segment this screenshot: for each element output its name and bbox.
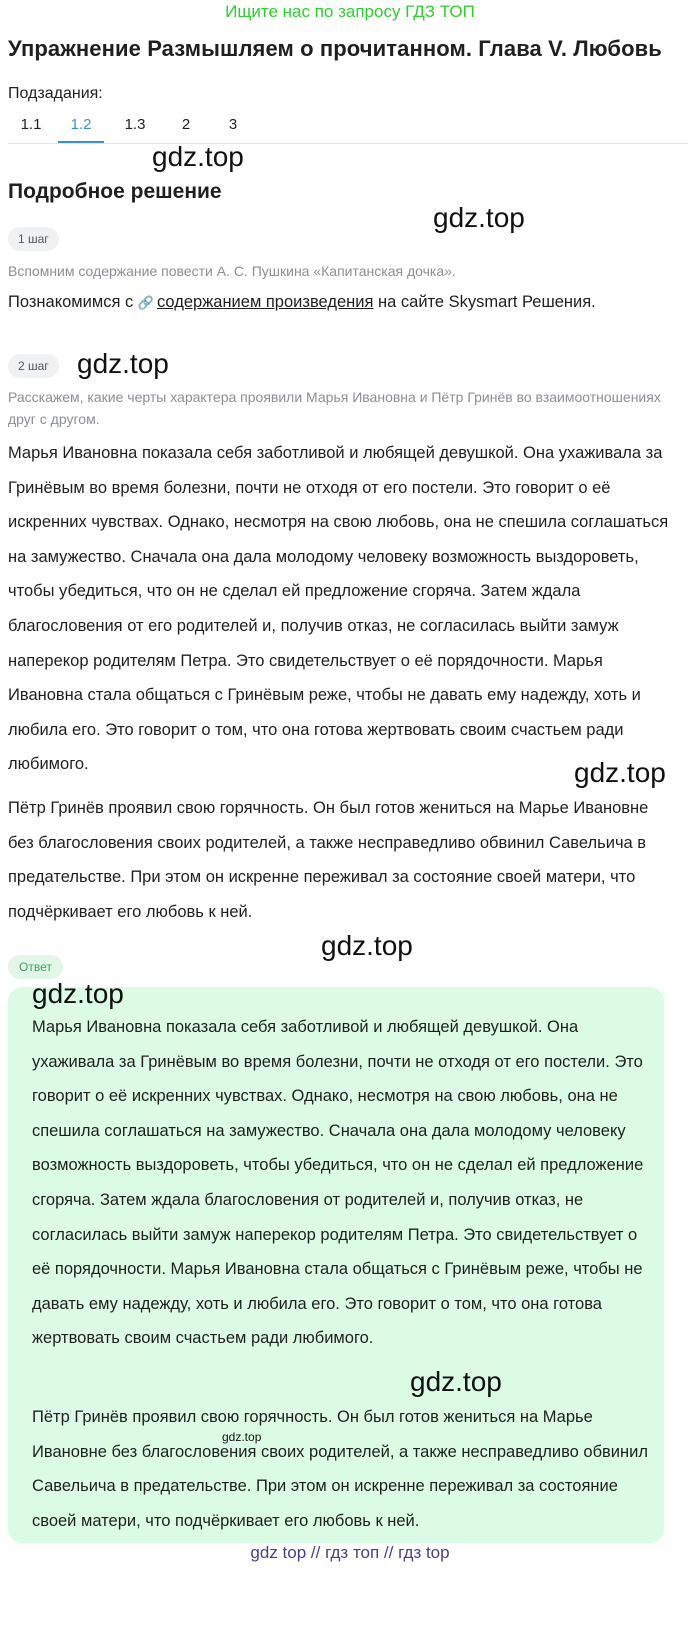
answer-paragraph-1: Марья Ивановна показала себя заботливой и любящей девушкой. Она ухаживала за Гринёвым во время болезни, почти не отходя от его постели. Это говорит о её искренних чувствах. Однако, несмотря на свою любовь, она не спешила соглашаться на замужество. Сначала она дала молодому человеку возможность выздороветь, чтобы убедиться, что он не сделал ей предложение сгоряча. Затем ждала благословения от родителей и, получив отказ, не согласилась выйти замуж наперекор родителям Петра. Это свидетельствует о её порядочности. Марья Ивановна стала общаться с Гринёвым реже, чтобы не давать ему надежду, хоть и любила его. Это говорит о том, что она готова жертвовать своим счастьем ради любимого.: [32, 1018, 644, 1348]
step-1-hint: Вспомним содержание повести А. С. Пушкина «Капитанская дочка».: [8, 263, 456, 279]
watermark: gdz.top: [433, 202, 525, 233]
promo-banner: Ищите нас по запросу ГДЗ ТОП: [225, 2, 475, 21]
watermark: gdz.top: [152, 141, 244, 172]
watermark-small: gdz.top: [222, 1430, 262, 1444]
watermark: gdz.top: [574, 757, 666, 788]
section-title: Подробное решение: [8, 180, 222, 203]
step-2-hint: Расскажем, какие черты характера проявили Марья Ивановна и Пётр Гринёв во взаимоотношениях друг с другом.: [8, 389, 661, 427]
step-2-paragraph-2: Пётр Гринёв проявил свою горячность. Он был готов жениться на Марье Ивановне без благословения своих родителей, а также несправедливо обвинил Савельича в предательстве. При этом он искренне переживал за состояние своей матери, что подчёркивает его любовь к ней.: [8, 799, 649, 921]
step-1-badge: 1 шаг: [8, 227, 59, 251]
tab-1-1[interactable]: 1.1: [20, 116, 42, 133]
watermark: gdz.top: [410, 1366, 502, 1397]
page-title: Упражнение Размышляем о прочитанном. Глава V. Любовь: [8, 36, 662, 61]
skysmart-text-after: на сайте Skysmart Решения.: [378, 293, 596, 311]
answer-paragraph-2: Пётр Гринёв проявил свою горячность. Он был готов жениться на Марье Ивановне без благословения своих родителей, а также несправедливо обвинил Савельича в предательстве. При этом он искренне переживал за состояние своей матери, что подчёркивает его любовь к ней.: [32, 1408, 648, 1530]
content-link[interactable]: содержанием произведения: [157, 293, 374, 311]
watermark: gdz.top: [77, 348, 169, 379]
link-icon: 🔗: [137, 295, 154, 310]
watermark: gdz.top: [32, 978, 124, 1009]
tab-1-3[interactable]: 1.3: [124, 116, 146, 133]
step-2-paragraph-1: Марья Ивановна показала себя заботливой и любящей девушкой. Она ухаживала за Гринёвым во время болезни, почти не отходя от его постели. Это говорит о её искренних чувствах. Однако, несмотря на свою любовь, она не спешила соглашаться на замужество. Сначала она дала молодому человеку возможность выздороветь, чтобы убедиться, что он не сделал ей предложение сгоряча. Затем ждала благословения от его родителей и, получив отказ, не согласилась выйти замуж наперекор родителям Петра. Это свидетельствует о её порядочности. Марья Ивановна стала общаться с Гринёвым реже, чтобы не давать ему надежду, хоть и любила его. Это говорит о том, что она готова жертвовать своим счастьем ради любимого.: [8, 444, 669, 774]
skysmart-line: [8, 293, 596, 312]
answer-badge: Ответ: [8, 955, 63, 979]
subtask-tabs: [8, 112, 688, 144]
tab-1-2[interactable]: 1.2: [58, 116, 104, 143]
tab-3[interactable]: 3: [228, 116, 238, 133]
skysmart-text-before: Познакомимся с: [8, 293, 134, 311]
step-2-badge: 2 шаг: [8, 354, 59, 378]
subtasks-label: Подзадания:: [8, 85, 103, 102]
watermark: gdz.top: [321, 930, 413, 961]
tab-2[interactable]: 2: [181, 116, 191, 133]
footer-watermark: gdz top // гдз топ // гдз top: [250, 1543, 450, 1562]
